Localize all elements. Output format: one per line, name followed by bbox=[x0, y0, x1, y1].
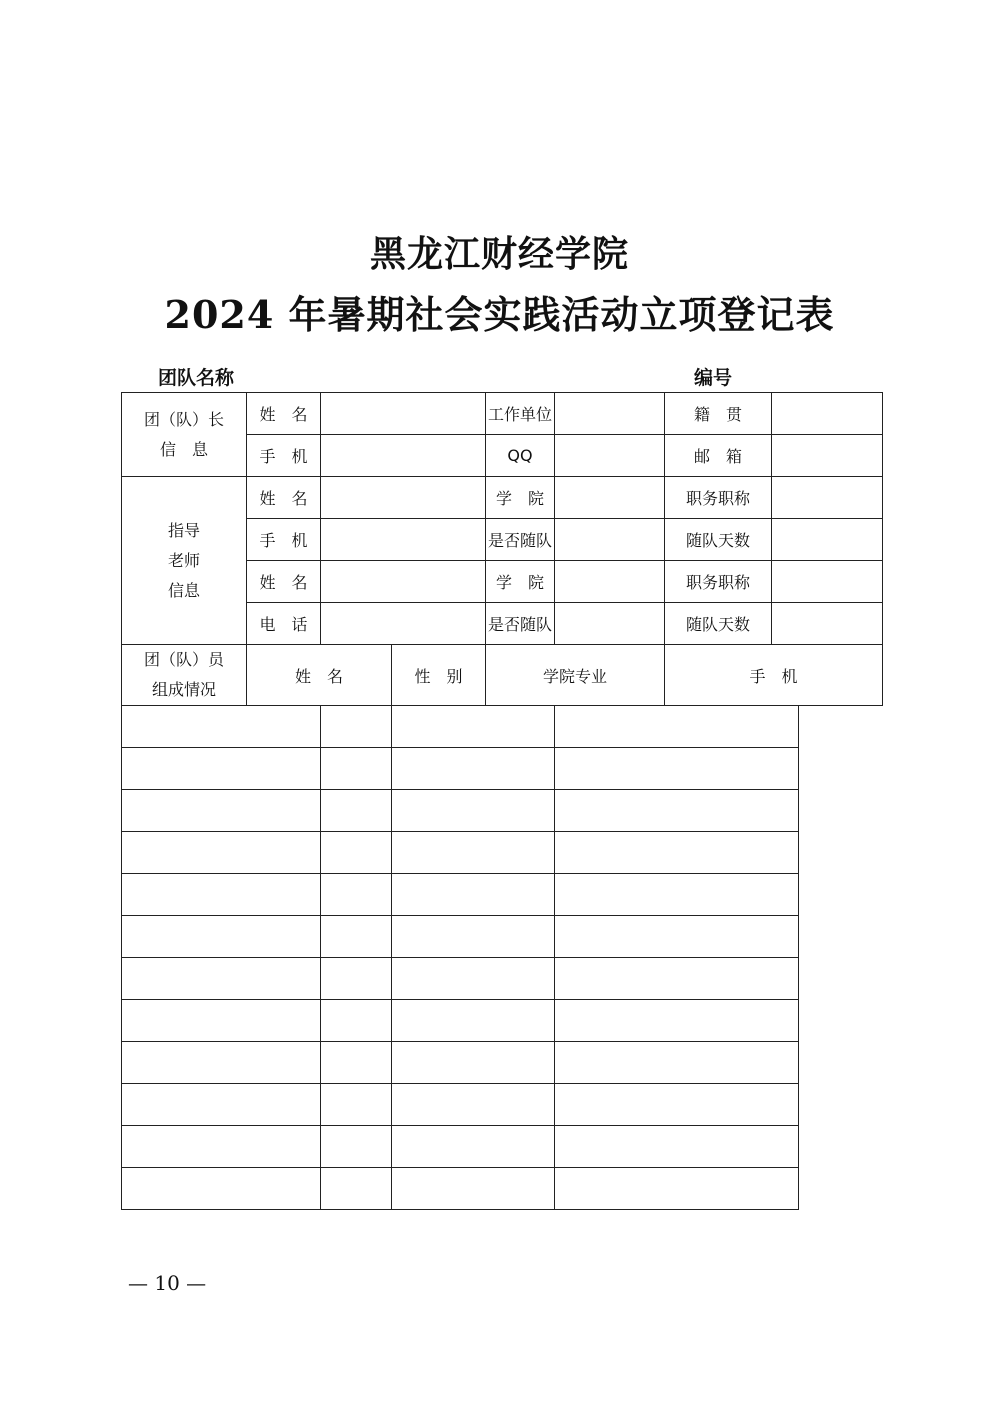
member-gender-field[interactable] bbox=[321, 958, 392, 1000]
advisor2-days-label: 随队天数 bbox=[665, 603, 772, 645]
member-college-major-field[interactable] bbox=[392, 958, 555, 1000]
number-label: 编号 bbox=[694, 367, 733, 389]
member-row bbox=[122, 1000, 883, 1042]
member-gender-field[interactable] bbox=[321, 1042, 392, 1084]
member-row bbox=[122, 706, 883, 748]
advisor2-phone-label: 电 话 bbox=[247, 603, 321, 645]
leader-qq-label: QQ bbox=[486, 435, 555, 477]
member-college-major-field[interactable] bbox=[392, 1126, 555, 1168]
members-col-gender: 性 别 bbox=[392, 645, 486, 706]
member-college-major-field[interactable] bbox=[392, 790, 555, 832]
member-gender-field[interactable] bbox=[321, 1084, 392, 1126]
member-name-field[interactable] bbox=[122, 790, 321, 832]
member-row bbox=[122, 916, 883, 958]
registration-table bbox=[121, 392, 883, 1210]
member-college-major-field[interactable] bbox=[392, 832, 555, 874]
member-gender-field[interactable] bbox=[321, 916, 392, 958]
members-side-label: 团（队）员 组成情况 bbox=[122, 645, 247, 706]
member-phone-field[interactable] bbox=[555, 916, 799, 958]
advisor1-college-label: 学 院 bbox=[486, 477, 555, 519]
members-header-row bbox=[122, 645, 883, 706]
member-name-field[interactable] bbox=[122, 958, 321, 1000]
advisor1-college-field[interactable] bbox=[555, 477, 665, 519]
member-phone-field[interactable] bbox=[555, 706, 799, 748]
member-college-major-field[interactable] bbox=[392, 1168, 555, 1210]
member-row bbox=[122, 748, 883, 790]
team-name-label: 团队名称 bbox=[158, 367, 235, 389]
member-row bbox=[122, 958, 883, 1000]
member-gender-field[interactable] bbox=[321, 748, 392, 790]
leader-unit-label: 工作单位 bbox=[486, 393, 555, 435]
members-col-phone: 手 机 bbox=[665, 645, 883, 706]
member-phone-field[interactable] bbox=[555, 832, 799, 874]
form-title-main: 2024 年暑期社会实践活动立项登记表 bbox=[164, 292, 835, 337]
advisor2-name-label: 姓 名 bbox=[247, 561, 321, 603]
leader-name-label: 姓 名 bbox=[247, 393, 321, 435]
member-phone-field[interactable] bbox=[555, 1126, 799, 1168]
member-row bbox=[122, 1168, 883, 1210]
member-phone-field[interactable] bbox=[555, 1168, 799, 1210]
leader-row-1 bbox=[122, 393, 883, 435]
member-row bbox=[122, 1126, 883, 1168]
leader-name-field[interactable] bbox=[321, 393, 486, 435]
member-name-field[interactable] bbox=[122, 706, 321, 748]
member-phone-field[interactable] bbox=[555, 790, 799, 832]
members-col-college-major: 学院专业 bbox=[486, 645, 665, 706]
advisor2-with-team-label: 是否随队 bbox=[486, 603, 555, 645]
member-phone-field[interactable] bbox=[555, 1000, 799, 1042]
member-name-field[interactable] bbox=[122, 874, 321, 916]
member-row bbox=[122, 790, 883, 832]
member-gender-field[interactable] bbox=[321, 706, 392, 748]
member-phone-field[interactable] bbox=[555, 874, 799, 916]
member-gender-field[interactable] bbox=[321, 1000, 392, 1042]
leader-qq-field[interactable] bbox=[555, 435, 665, 477]
member-row bbox=[122, 832, 883, 874]
member-name-field[interactable] bbox=[122, 832, 321, 874]
member-college-major-field[interactable] bbox=[392, 748, 555, 790]
advisor1-with-team-field[interactable] bbox=[555, 519, 665, 561]
advisor-row-1 bbox=[122, 477, 883, 519]
member-row bbox=[122, 1084, 883, 1126]
advisor1-name-field[interactable] bbox=[321, 477, 486, 519]
advisor-side-label: 指导 老师 信息 bbox=[122, 477, 247, 645]
member-gender-field[interactable] bbox=[321, 1126, 392, 1168]
member-phone-field[interactable] bbox=[555, 958, 799, 1000]
member-name-field[interactable] bbox=[122, 1000, 321, 1042]
member-phone-field[interactable] bbox=[555, 748, 799, 790]
members-col-name: 姓 名 bbox=[247, 645, 392, 706]
leader-phone-field[interactable] bbox=[321, 435, 486, 477]
advisor1-name-label: 姓 名 bbox=[247, 477, 321, 519]
advisor2-title-field[interactable] bbox=[772, 561, 883, 603]
advisor2-name-field[interactable] bbox=[321, 561, 486, 603]
advisor2-college-field[interactable] bbox=[555, 561, 665, 603]
member-row bbox=[122, 1042, 883, 1084]
member-college-major-field[interactable] bbox=[392, 874, 555, 916]
advisor1-with-team-label: 是否随队 bbox=[486, 519, 555, 561]
leader-phone-label: 手 机 bbox=[247, 435, 321, 477]
leader-email-field[interactable] bbox=[772, 435, 883, 477]
advisor1-title-label: 职务职称 bbox=[665, 477, 772, 519]
advisor1-title-field[interactable] bbox=[772, 477, 883, 519]
member-row bbox=[122, 874, 883, 916]
leader-origin-label: 籍 贯 bbox=[665, 393, 772, 435]
member-name-field[interactable] bbox=[122, 1126, 321, 1168]
advisor1-days-label: 随队天数 bbox=[665, 519, 772, 561]
advisor1-phone-label: 手 机 bbox=[247, 519, 321, 561]
advisor2-with-team-field[interactable] bbox=[555, 603, 665, 645]
advisor2-title-label: 职务职称 bbox=[665, 561, 772, 603]
leader-unit-field[interactable] bbox=[555, 393, 665, 435]
member-name-field[interactable] bbox=[122, 1084, 321, 1126]
member-gender-field[interactable] bbox=[321, 832, 392, 874]
leader-side-label: 团（队）长 信 息 bbox=[122, 393, 247, 477]
form-title-institution: 黑龙江财经学院 bbox=[369, 233, 629, 275]
advisor2-days-field[interactable] bbox=[772, 603, 883, 645]
leader-email-label: 邮 箱 bbox=[665, 435, 772, 477]
advisor1-days-field[interactable] bbox=[772, 519, 883, 561]
member-gender-field[interactable] bbox=[321, 1168, 392, 1210]
member-college-major-field[interactable] bbox=[392, 706, 555, 748]
member-college-major-field[interactable] bbox=[392, 1084, 555, 1126]
advisor1-phone-field[interactable] bbox=[321, 519, 486, 561]
leader-origin-field[interactable] bbox=[772, 393, 883, 435]
member-phone-field[interactable] bbox=[555, 1084, 799, 1126]
member-gender-field[interactable] bbox=[321, 790, 392, 832]
advisor2-college-label: 学 院 bbox=[486, 561, 555, 603]
member-name-field[interactable] bbox=[122, 1042, 321, 1084]
page-number: — 10 — bbox=[128, 1271, 207, 1295]
member-college-major-field[interactable] bbox=[392, 1042, 555, 1084]
member-phone-field[interactable] bbox=[555, 1042, 799, 1084]
member-name-field[interactable] bbox=[122, 1168, 321, 1210]
member-gender-field[interactable] bbox=[321, 874, 392, 916]
advisor2-phone-field[interactable] bbox=[321, 603, 486, 645]
member-college-major-field[interactable] bbox=[392, 916, 555, 958]
member-college-major-field[interactable] bbox=[392, 1000, 555, 1042]
member-name-field[interactable] bbox=[122, 916, 321, 958]
member-name-field[interactable] bbox=[122, 748, 321, 790]
